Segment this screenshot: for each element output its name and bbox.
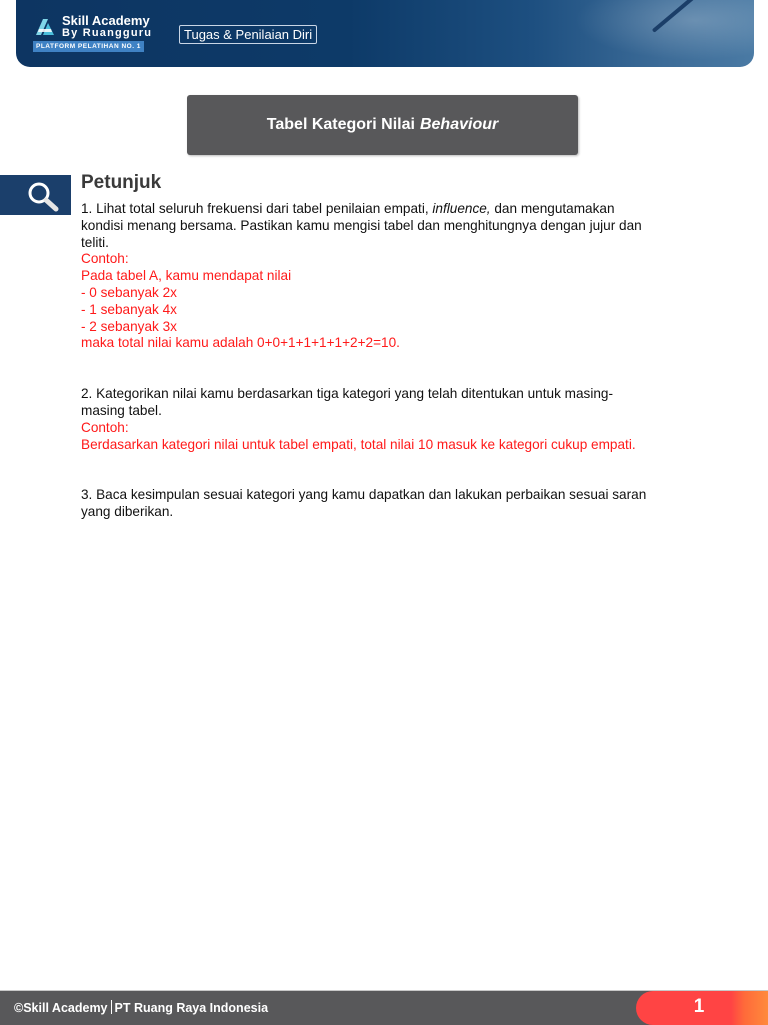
step-1-italic: influence, (432, 201, 491, 216)
step-1-text (81, 201, 651, 251)
instructions-icon-block (0, 175, 71, 215)
step-1-example-label: Contoh: (81, 251, 129, 267)
step-1-example-line: - 0 sebanyak 2x (81, 284, 177, 300)
step-3-text: 3. Baca kesimpulan sesuai kategori yang kamu dapatkan dan lakukan perbaikan sesuai saran yang diberikan. (81, 487, 647, 520)
step-2-example-label: Contoh: (81, 419, 129, 435)
search-icon (25, 180, 61, 212)
page-number: 1 (693, 996, 705, 1017)
footer-copyright: ©Skill Academy (14, 1001, 108, 1015)
page-title-text: Tabel Kategori Nilai (266, 116, 415, 133)
page-number-badge (636, 991, 768, 1025)
brand-badge: PLATFORM PELATIHAN NO. 1 (33, 41, 144, 52)
step-1-text-b: dan mengutamakan kondisi menang bersama. Pastikan kamu mengisi tabel dan menghitungnya dengan jujur dan teliti. (81, 201, 642, 250)
header-photo-overlay (554, 0, 754, 67)
footer-text (14, 1000, 268, 1015)
instructions-section (81, 172, 651, 521)
skill-academy-logo-icon (34, 17, 56, 37)
step-1-text-a: 1. Lihat total seluruh frekuensi dari tabel penilaian empati, (81, 201, 433, 216)
brand-title: Skill Academy (62, 13, 150, 28)
step-2-example-text: Berdasarkan kategori nilai untuk tabel empati, total nilai 10 masuk ke kategori cukup empati. (81, 436, 636, 452)
footer (0, 990, 768, 1025)
brand-subtitle: By Ruangguru (62, 27, 153, 39)
page-title (187, 95, 578, 155)
spacer (81, 453, 651, 487)
header-banner (16, 0, 754, 67)
step-1-example-line: maka total nilai kamu adalah 0+0+1+1+1+1+2+2=10. (81, 335, 400, 351)
step-2-text: 2. Kategorikan nilai kamu berdasarkan tiga kategori yang telah ditentukan untuk masing-masing tabel. (81, 386, 613, 418)
instructions-heading: Petunjuk (81, 172, 162, 193)
step-1-example-line: Pada tabel A, kamu mendapat nilai (81, 268, 292, 284)
spacer (81, 352, 651, 386)
footer-divider (111, 1000, 112, 1014)
step-1-example-line: - 1 sebanyak 4x (81, 301, 177, 317)
page-title-italic: Behaviour (419, 116, 499, 133)
step-1-example-line: - 2 sebanyak 3x (81, 318, 177, 334)
footer-company: PT Ruang Raya Indonesia (114, 1001, 269, 1015)
section-label: Tugas & Penilaian Diri (179, 25, 317, 44)
